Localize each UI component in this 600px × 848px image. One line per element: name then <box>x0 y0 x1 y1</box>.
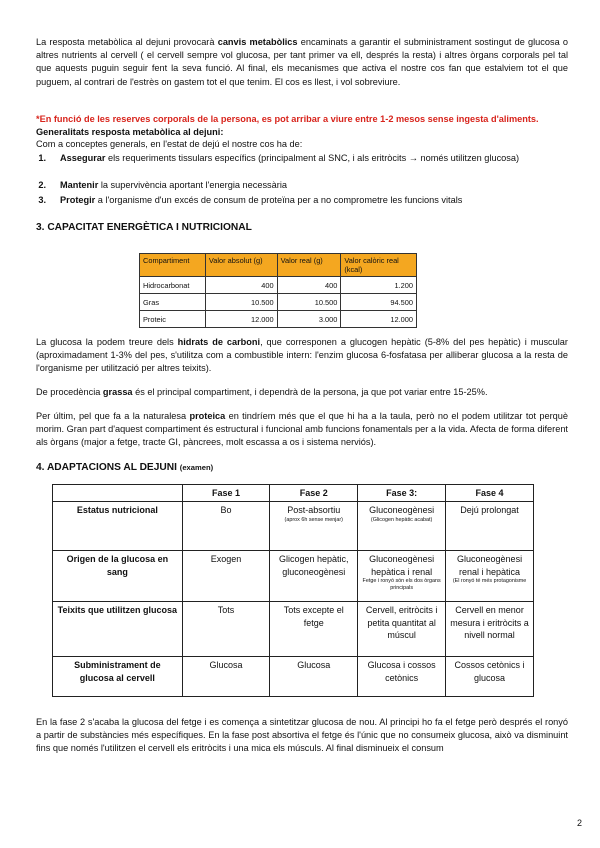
column-header: Fase 3: <box>358 485 446 502</box>
column-header <box>53 485 183 502</box>
intro-paragraph: La resposta metabòlica al dejuni provocarà canvis metabòlics encaminats a garantir el subministrament sostingut de glucosa o altres nutrients al cervell ( el cervell sempre vol glucosa, per tant primer va ell, després la resta) i altres òrgans corporals pel tal que aquests puguin seguir fent la seva funció. Al final, els mecanismes que activa el nostre cos fan que estalviem tot el que puguem, al contrari de l'estrès on gastem tot el que tenim. El cos es llest, i vol sobreviure. <box>36 37 569 87</box>
table-row <box>53 502 534 551</box>
table-cell: Gluconeogènesi hepàtica i renal Fetge i ronyó són els dos òrgans principals <box>358 551 446 602</box>
table-cell: Glucosa <box>270 657 358 697</box>
red-note: *En funció de les reserves corporals de la persona, es pot arribar a viure entre 1-2 mesos sense ingesta d'aliments. <box>36 114 539 124</box>
list-item: 2. Mantenir la supervivència aportant l'energia necessària <box>38 180 287 190</box>
table-cell: Gluconeogènesi renal i hepàtica (El ronyó té més protagonisme <box>446 551 534 602</box>
generalitats-title: Generalitats resposta metabòlica al dejuni: <box>36 127 224 137</box>
table-cell: 12.000 <box>205 311 277 328</box>
table-cell: 10.500 <box>277 294 341 311</box>
table-cell: Post-absortiu (aprox 6h sense menjar) <box>270 502 358 551</box>
table-cell: Gras <box>140 294 206 311</box>
table-cell: Glucosa i cossos cetònics <box>358 657 446 697</box>
list-item: 3. Protegir a l'organisme d'un excés de consum de proteïna per a no comprometre les funcions vitals <box>38 195 463 205</box>
table-cell: Cossos cetònics i glucosa <box>446 657 534 697</box>
row-header: Estatus nutricional <box>53 502 183 551</box>
row-header: Subministrament de glucosa al cervell <box>53 657 183 697</box>
final-paragraph: En la fase 2 s'acaba la glucosa del fetge i es comença a sintetitzar glucosa de nou. Al principi ho fa el fetge però després el ronyó a partir de substàncies més específiques. En la fase post absortiva el fetge és l'únic que no consumeix glucosa, això va disminuint fins que només l'utilitzen el cervell els eritròcits i una mica els músculs. Al final disminueix el consum <box>36 717 568 754</box>
table-cell: 12.000 <box>341 311 417 328</box>
page-number: 2 <box>577 818 583 828</box>
column-header: Fase 4 <box>446 485 534 502</box>
column-header: Fase 1 <box>182 485 270 502</box>
table-cell: Tots excepte el fetge <box>270 602 358 657</box>
table-cell: Dejú prolongat <box>446 502 534 551</box>
table-cell: 3.000 <box>277 311 341 328</box>
generalitats-text: Com a conceptes generals, en l'estat de dejú el nostre cos ha de: <box>36 139 303 149</box>
table-row <box>140 311 417 328</box>
table-cell: 10.500 <box>205 294 277 311</box>
table-header-row <box>140 254 417 277</box>
table-cell: Proteic <box>140 311 206 328</box>
table-cell: Cervell, eritròcits i petita quantitat al múscul <box>358 602 446 657</box>
table-cell: Glicogen hepàtic, gluconeogènesi <box>270 551 358 602</box>
table-cell: Bo <box>182 502 270 551</box>
table-row <box>53 657 534 697</box>
table-row <box>53 602 534 657</box>
column-header: Valor calòric real (kcal) <box>341 254 417 277</box>
column-header: Fase 2 <box>270 485 358 502</box>
table-cell: Cervell en menor mesura i eritròcits a nivell normal <box>446 602 534 657</box>
glucosa-paragraph: La glucosa la podem treure dels hidrats de carboni, que corresponen a glucogen hepàtic (5-8% del pes hepàtic) i muscular (aproximadament 1-3% del pes, s'utilitza com a combustible intern: l'enzim glucosa 6-fosfatasa per alliberar glucosa a la resta de l'organisme per utilització per altres teixits). <box>36 337 568 374</box>
steps-list <box>36 152 568 209</box>
table-row <box>53 551 534 602</box>
fasting-phases-table <box>52 484 534 697</box>
table-cell: 94.500 <box>341 294 417 311</box>
row-header: Origen de la glucosa en sang <box>53 551 183 602</box>
table-cell: Tots <box>182 602 270 657</box>
column-header: Valor absolut (g) <box>205 254 277 277</box>
table-cell: 400 <box>205 277 277 294</box>
section3-title: 3. CAPACITAT ENERGÈTICA I NUTRICIONAL <box>36 222 252 233</box>
table-row <box>140 294 417 311</box>
column-header: Compartiment <box>140 254 206 277</box>
table-cell: Glucosa <box>182 657 270 697</box>
row-header: Teixits que utilitzen glucosa <box>53 602 183 657</box>
grassa-paragraph: De procedència grassa és el principal compartiment, i dependrà de la persona, ja que pot variar entre 15-25%. <box>36 387 488 397</box>
table-cell: Hidrocarbonat <box>140 277 206 294</box>
energy-table <box>139 253 417 328</box>
table-cell: 400 <box>277 277 341 294</box>
table-cell: Gluconeogènesi (Glicogen hepàtic acabat) <box>358 502 446 551</box>
table-cell: Exogen <box>182 551 270 602</box>
column-header: Valor real (g) <box>277 254 341 277</box>
proteic-paragraph: Per últim, pel que fa a la naturalesa proteica en tindríem més que el que hi ha a la taula, però no el podem utilitzar tot perquè morim. Gran part d'aquest compartiment és estructural i funcional amb funcions fonamentals per a la vida. Afecta de forma diferent als òrgans (major a fetge, tracte GI, pàncrees, molt escassa a os i sistema nerviós). <box>36 411 568 448</box>
table-cell: 1.200 <box>341 277 417 294</box>
table-row <box>140 277 417 294</box>
table-header-row <box>53 485 534 502</box>
list-item: 1. Assegurar els requeriments tissulars específics (principalment al SNC, i als eritròcits → només utilitzen glucosa) <box>38 153 520 163</box>
section4-title: 4. ADAPTACIONS AL DEJUNI (examen) <box>36 462 214 473</box>
